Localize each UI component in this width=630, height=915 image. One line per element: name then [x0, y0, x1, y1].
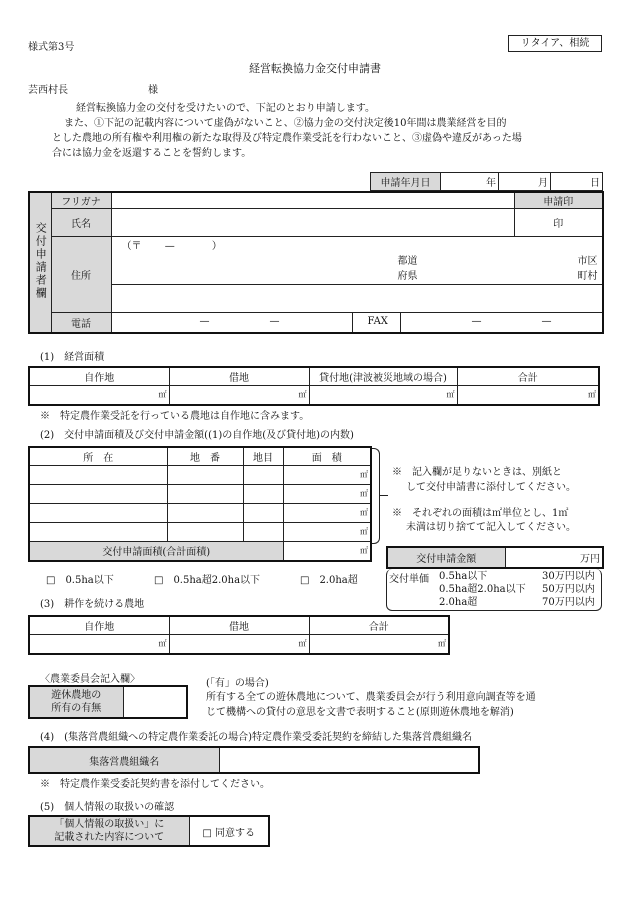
table-row: [29, 503, 371, 522]
section4-note: ※ 特定農作業受委託契約書を添付してください。: [40, 779, 270, 790]
continuing-total-input[interactable]: ㎡: [309, 634, 449, 654]
address-detail-input[interactable]: [111, 285, 603, 313]
application-date-label: 申請年月日: [371, 173, 441, 191]
area-checkbox-small[interactable]: □ 0.5ha以下: [46, 575, 114, 586]
lot-number-input[interactable]: [167, 484, 243, 503]
location-input[interactable]: [29, 503, 167, 522]
lot-number-header: 地 番: [167, 447, 243, 465]
furigana-input[interactable]: [111, 192, 514, 209]
privacy-table: [28, 815, 270, 847]
section5-title: (5) 個人情報の取扱いの確認: [40, 802, 175, 813]
continuing-own-header: 自作地: [29, 616, 169, 634]
continuing-own-input[interactable]: ㎡: [29, 634, 169, 654]
land-category-input[interactable]: [243, 465, 283, 484]
intro-line-3: とした農地の所有権や利用権の新たな取得及び特定農作業受託を行わないこと、③虚偽や違反があった場: [52, 133, 522, 144]
amount-input[interactable]: 万円: [505, 547, 603, 568]
table-row: [29, 484, 371, 503]
section4-title: (4) (集落営農組織への特定農作業委託の場合)特定農作業受委託契約を締結した集落営農組織名: [40, 732, 472, 743]
land-category-input[interactable]: [243, 484, 283, 503]
own-land-header: 自作地: [29, 367, 169, 385]
area-checkbox-large[interactable]: □ 2.0ha超: [300, 575, 358, 586]
committee-title: 〈農業委員会記入欄〉: [40, 674, 140, 685]
honorific: 様: [148, 85, 158, 96]
application-amount-table: [386, 546, 604, 569]
name-label: 氏名: [51, 209, 111, 237]
phone-input[interactable]: —: [199, 316, 210, 327]
location-input[interactable]: [29, 484, 167, 503]
prefecture-label: 都道 府県: [397, 255, 418, 282]
section2-note-2a: ※ それぞれの面積は㎡単位とし、1㎡: [392, 508, 569, 519]
brace-icon: [372, 448, 380, 496]
lot-number-input[interactable]: [167, 465, 243, 484]
idle-land-input[interactable]: [123, 686, 187, 718]
area-checkbox-medium[interactable]: □ 0.5ha超2.0ha以下: [154, 575, 261, 586]
phone-row: — — FAX — —: [111, 313, 603, 333]
addressee: 芸西村長: [28, 85, 68, 96]
date-month[interactable]: [499, 173, 551, 191]
applicant-side-label: 交付申請者欄: [29, 192, 51, 333]
postal-code-input[interactable]: （〒 — ）: [111, 237, 603, 253]
leased-land-header: 借地: [169, 367, 309, 385]
amount-label: 交付申請金額: [387, 547, 505, 568]
month-label: 月: [538, 178, 548, 189]
section2-note-1b: して交付申請書に添付してください。: [406, 482, 576, 493]
area-input[interactable]: ㎡: [283, 522, 371, 541]
rate-ranges: 0.5ha以下 0.5ha超2.0ha以下 2.0ha超: [439, 571, 526, 608]
lot-number-input[interactable]: [167, 522, 243, 541]
section2-title: (2) 交付申請面積及び交付申請金額((1)の自作地(及び貸付地)の内数): [40, 430, 354, 441]
area-input[interactable]: ㎡: [283, 503, 371, 522]
seal-label: 申請印: [514, 192, 603, 209]
rate-title: 交付単価: [389, 574, 429, 585]
address-input[interactable]: [111, 253, 603, 285]
table-row: [29, 522, 371, 541]
leased-land-input[interactable]: ㎡: [169, 385, 309, 405]
intro-line-1: 経営転換協力金の交付を受けたいので、下記のとおり申請します。: [76, 103, 375, 114]
lent-land-input[interactable]: ㎡: [309, 385, 457, 405]
application-date-table: [370, 172, 603, 191]
continuing-leased-input[interactable]: ㎡: [169, 634, 309, 654]
rate-amounts: 30万円以内 50万円以内 70万円以内: [542, 571, 595, 608]
area-input[interactable]: ㎡: [283, 484, 371, 503]
farming-org-input[interactable]: [219, 747, 479, 773]
lot-number-input[interactable]: [167, 503, 243, 522]
form-number: 様式第3号: [28, 42, 75, 53]
management-area-table: [28, 366, 600, 406]
day-label: 日: [590, 178, 600, 189]
year-label: 年: [486, 178, 496, 189]
section1-title: (1) 経営面積: [40, 352, 105, 363]
phone-label: 電話: [51, 313, 111, 333]
total-area-input[interactable]: ㎡: [283, 541, 371, 561]
committee-note-line-2: じて機構への貸付の意思を文書で表明すること(原則遊休農地を解消): [206, 707, 514, 718]
name-input[interactable]: [111, 209, 514, 237]
farming-org-table: [28, 746, 480, 774]
land-category-input[interactable]: [243, 522, 283, 541]
furigana-label: フリガナ: [51, 192, 111, 209]
location-input[interactable]: [29, 465, 167, 484]
total-area-label: 交付申請面積(合計面積): [29, 541, 283, 561]
farming-org-label: 集落営農組織名: [29, 747, 219, 773]
page-title: 経営転換協力金交付申請書: [249, 62, 381, 75]
total-input[interactable]: ㎡: [457, 385, 599, 405]
seal-area[interactable]: 印: [514, 209, 603, 237]
section3-title: (3) 耕作を続ける農地: [40, 599, 145, 610]
section2-note-1a: ※ 記入欄が足りないときは、別紙と: [392, 467, 562, 478]
area-input[interactable]: ㎡: [283, 465, 371, 484]
committee-note-title: (「有」の場合): [206, 678, 269, 689]
privacy-label: 「個人情報の取扱い」に 記載された内容について: [29, 816, 189, 846]
section1-note: ※ 特定農作業受託を行っている農地は自作地に含みます。: [40, 411, 310, 422]
applicant-table: [28, 191, 604, 334]
continuing-leased-header: 借地: [169, 616, 309, 634]
committee-note-line-1: 所有する全ての遊休農地について、農業委員会が行う利用意向調査等を通: [206, 692, 536, 703]
fax-input[interactable]: —: [471, 316, 482, 327]
land-category-input[interactable]: [243, 503, 283, 522]
continuing-land-table: [28, 615, 450, 655]
privacy-agree-checkbox[interactable]: □ 同意する: [189, 816, 269, 846]
location-input[interactable]: [29, 522, 167, 541]
category-badge: リタイア、相続: [508, 35, 602, 52]
address-label: 住所: [51, 237, 111, 313]
lent-land-header: 貸付地(津波被災地域の場合): [309, 367, 457, 385]
land-category-header: 地目: [243, 447, 283, 465]
own-land-input[interactable]: ㎡: [29, 385, 169, 405]
idle-land-label: 遊休農地の 所有の有無: [29, 686, 123, 718]
city-label: 市区 町村: [577, 255, 598, 282]
continuing-total-header: 合計: [309, 616, 449, 634]
idle-land-table: [28, 685, 188, 719]
total-header: 合計: [457, 367, 599, 385]
intro-line-2: また、①下記の記載内容について虚偽がないこと、②協力金の交付決定後10年間は農業経営を目的: [64, 118, 507, 129]
table-row: [29, 465, 371, 484]
area-header: 面 積: [283, 447, 371, 465]
date-day[interactable]: [551, 173, 603, 191]
location-header: 所 在: [29, 447, 167, 465]
fax-label: FAX: [367, 316, 388, 327]
intro-line-4: 合には協力金を返還することを誓約します。: [52, 148, 252, 159]
section2-note-2b: 未満は切り捨てて記入してください。: [406, 522, 576, 533]
date-year[interactable]: [441, 173, 499, 191]
application-land-table: [28, 446, 372, 562]
